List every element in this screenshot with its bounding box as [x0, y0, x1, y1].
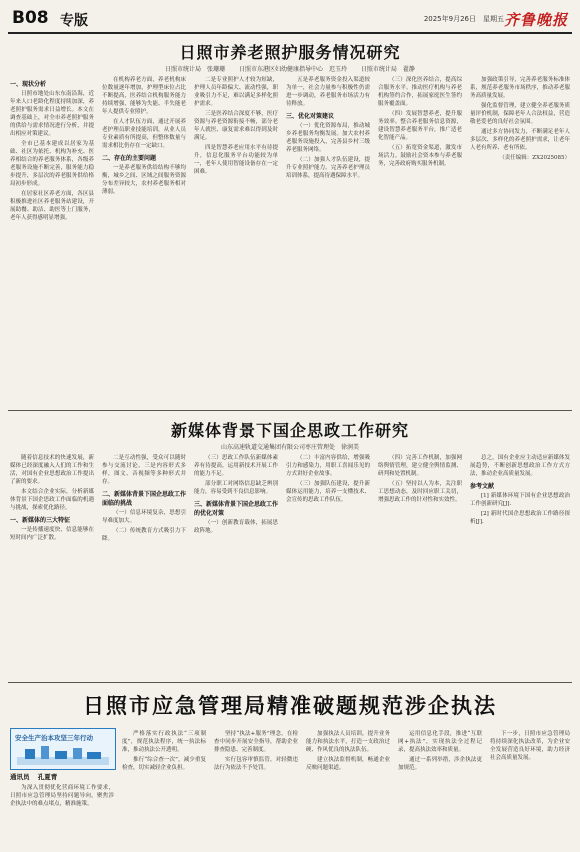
- article3-column-4: 加强执法人员培训，提升业务能力和执法水平，打造一支政治过硬、作风优良的执法队伍。 建立执法监督机制，畅通企业反映问题渠道。: [306, 731, 390, 771]
- article1-subheading-3: 三、优化对策建议: [286, 113, 335, 120]
- article3-title: 日照市应急管理局精准破题规范涉企执法: [83, 694, 497, 718]
- article1-subheading-2: 二、存在的主要问题: [102, 155, 157, 162]
- article1-column-2: 在机构养老方面，养老机构床位数量逐年增加，护理型床位占比不断提高，医养结合机构服务能力持续增强，能够为失能、半失能老年人提供专业照护。 在人才队伍方面，通过开展养老护理员职业技能培训，从业人员专业素质有所提高，但整体数量与需求相比仍存在一定缺口。 二、存在的主要问题 一是养老服务供给结构不够均衡，城乡之间、区域之间服务资源分布差异较大，农村养老服务相对薄弱。: [102, 77, 186, 195]
- article1-editor-note: （责任编辑：ZX2025085）: [499, 155, 570, 161]
- article2-title: 新媒体背景下国企思政工作研究: [170, 421, 409, 440]
- article3-column-1: 为深入贯彻优化营商环境工作要求，日照市应急管理局坚持问题导向，聚焦涉企执法中的难点堵点，精准施策。: [10, 785, 114, 807]
- header-divider: [8, 32, 572, 34]
- article1-column-6: 加强政策引导，完善养老服务标准体系，规范养老服务市场秩序，推动养老服务高质量发展。 强化监督管理，建立健全养老服务质量评价机制，保障老年人合法权益，营造敬老爱老的良好社会氛围。 通过多方协同发力，不断满足老年人多层次、多样化的养老照护需求，让老年人老有所养、老有所依。 （责任编辑：ZX2025085）: [470, 77, 570, 161]
- correspondent-credit: [10, 772, 114, 781]
- article1-title: 日照市养老照护服务情况研究: [179, 43, 401, 62]
- article2-subheading-2: 二、新媒体背景下国企思政工作面临的挑战: [102, 491, 186, 507]
- article3-column-3: 坚持“执法+服务”理念，在检查中同步开展安全指导，帮助企业排查隐患、完善制度。 实行包容审慎监管，对轻微违法行为依法不予处罚。: [214, 731, 298, 771]
- article3-column-6: 下一步，日照市应急管理局将持续深化执法改革，为企业安全发展营造良好环境，助力经济社会高质量发展。: [490, 731, 570, 761]
- article2-column-6: 总之，国有企业应主动适应新媒体发展趋势，不断创新思想政治工作方式方法，推动企业高质量发展。 参考文献 [1] 新媒体环境下国有企业思想政治工作创新研究[J]. [2] 新时代国企思想政治工作路径探析[J].: [470, 455, 570, 525]
- issue-date: 2025年9月26日 星期五: [423, 15, 504, 23]
- article2-column-4: （二）丰富内容供给，增强吸引力和感染力，用职工喜闻乐见的方式讲好企业故事。 （三）加强队伍建设，提升新媒体运用能力，培养一支懂技术、会宣传的思政工作队伍。: [286, 455, 370, 503]
- article1-column-4: 五是养老服务资金投入渠道较为单一，社会力量参与积极性仍需进一步调动，养老服务市场活力有待释放。 三、优化对策建议 （一）优化资源布局，推动城乡养老服务均衡发展。加大农村养老服务设施投入，完善县乡村三级养老服务网络。 （二）加强人才队伍建设，提升专业照护能力。完善养老护理员培训体系，提高待遇保障水平。: [286, 77, 370, 179]
- campaign-banner: [10, 728, 116, 770]
- section-name: 专版: [60, 13, 88, 29]
- article1-column-5: （三）深化医养结合，提高综合服务水平。推动医疗机构与养老机构签约合作，拓展家庭医生签约服务覆盖面。 （四）发展智慧养老，提升服务效率。整合养老服务信息资源，建设智慧养老服务平台，推广适老化智能产品。 （五）拓宽资金渠道，激发市场活力。鼓励社会资本参与养老服务，完善政府购买服务机制。: [378, 77, 462, 167]
- article-divider-1: [8, 410, 572, 411]
- article2-references-heading: 参考文献: [470, 483, 495, 490]
- article1-column-1: 一、现状分析 日照市地处山东东南沿海，近年来人口老龄化程度持续加深，养老照护服务需求日益增长。本文在调查基础上，对全市养老照护服务的供给与需求情况进行分析，并提出相应对策建议。 全市已基本建成以居家为基础、社区为依托、机构为补充、医养相结合的养老服务体系，各级养老服务设施不断完善，服务能力稳步提升，多层次的养老服务供给格局初步形成。 在居家社区养老方面，各区县积极推进社区养老服务站建设，开展助餐、助洁、助医等上门服务，老年人获得感明显增强。: [10, 81, 94, 221]
- article2-column-3: （三）思政工作队伍新媒体素养有待提高，运用新技术开展工作的能力不足。 部分职工对网络信息缺乏辨别能力，容易受到不良信息影响。 三、新媒体背景下国企思政工作的优化对策 （一）创新教育载体，拓展思政阵地。: [194, 455, 278, 534]
- banner-illustration: [17, 745, 109, 765]
- page-header: [8, 6, 572, 32]
- campaign-banner-text: 安全生产治本攻坚三年行动: [15, 734, 93, 742]
- article2-subheading-1: 一、新媒体的三大特征: [10, 517, 71, 524]
- masthead-logo: 齐鲁晚报: [503, 11, 568, 29]
- article1-author-1: 日照市统计局 张珊珊: [165, 66, 226, 73]
- article1-author-3: 日照市统计局 翟静: [360, 66, 415, 73]
- article2-column-1: 随着信息技术的快速发展，新媒体已经深度融入人们的工作和生活，对国有企业思想政治工作提出了新的要求。 本文结合企业实际，分析新媒体背景下国企思政工作面临的机遇与挑战，探索优化路径。 一、新媒体的三大特征 一是传播速度快，信息能够在短时间内广泛扩散。: [10, 455, 94, 541]
- article1-column-3: 二是专业照护人才较为短缺，护理人员年龄偏大、流动性强，职业吸引力不足，难以满足多样化照护需求。 三是医养结合深度不够，医疗资源与养老资源衔接不畅，部分老年人就医、康复需求难以得到及时满足。 四是智慧养老应用水平有待提升，信息化服务平台功能较为单一，老年人使用智能设备存在一定困难。: [194, 77, 278, 175]
- article1-author-2: 日照市东港区妇幼健康指导中心 迟玉玲: [238, 66, 347, 73]
- article2-column-5: （四）完善工作机制，加强网络舆情管理，建立健全舆情监测、研判和处置机制。 （五）坚持以人为本，关注职工思想动态，及时回应职工关切，增强思政工作的针对性和实效性。: [378, 455, 462, 503]
- correspondent-label: 通讯员: [10, 773, 30, 781]
- article1-byline: [0, 64, 580, 73]
- correspondent-name: 孔夏青: [37, 773, 58, 781]
- article-divider-2: [8, 682, 572, 683]
- article1-subheading-1: 一、现状分析: [10, 81, 47, 88]
- article3-column-5: 运用信息化手段，推进“互联网+执法”，实现执法全过程记录，提高执法效率和质量。 通过一系列举措，涉企执法更加规范。: [398, 731, 482, 771]
- article2-byline: [0, 442, 580, 451]
- article2-author: 山东高速轨道交通集团有限公司枣庄管理处 徐润美: [220, 444, 359, 451]
- article2-column-2: 二是互动性强，受众可以随时参与交流讨论。三是内容形式多样，图文、音视频等多种形式并存。 二、新媒体背景下国企思政工作面临的挑战 （一）信息环境复杂，思想引导难度加大。 （二）传统教育方式吸引力下降。: [102, 455, 186, 542]
- article3-column-2: 严格落实行政执法“三项制度”，规范执法程序，统一执法标准，推动执法公开透明。 推行“综合查一次”，减少重复检查，切实减轻企业负担。: [122, 731, 206, 771]
- article2-subheading-3: 三、新媒体背景下国企思政工作的优化对策: [194, 501, 278, 517]
- page-number: B08: [12, 8, 49, 28]
